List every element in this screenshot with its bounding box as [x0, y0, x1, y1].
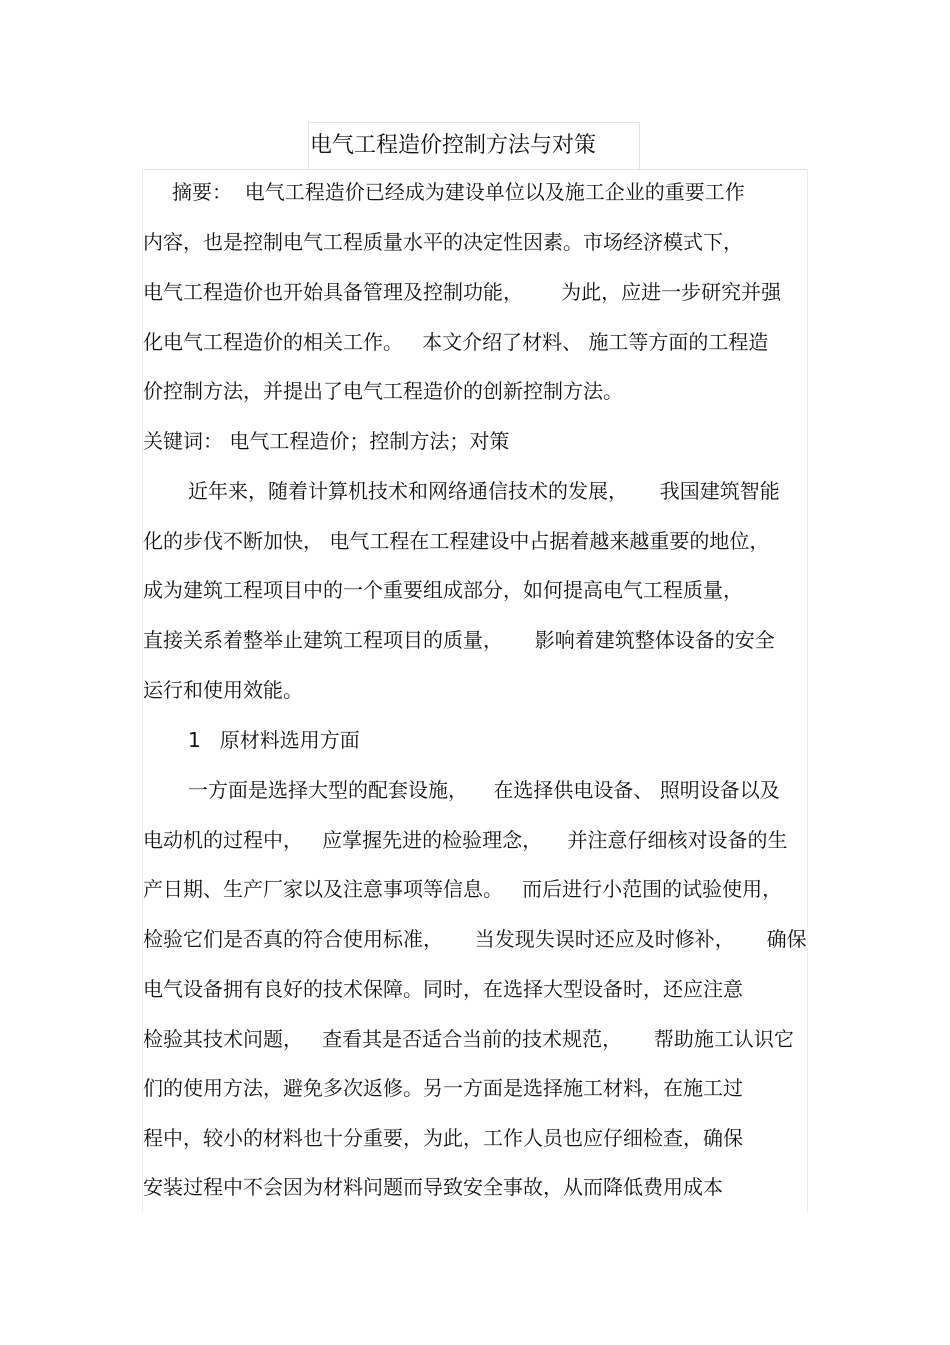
- abstract-line-4: 化电气工程造价的相关工作。 本文介绍了材料、 施工等方面的工程造: [143, 330, 769, 354]
- section1-line-6: 检验其技术问题， 查看其是否适合当前的技术规范， 帮助施工认识它: [143, 1027, 794, 1051]
- abstract-line-5: 价控制方法，并提出了电气工程造价的创新控制方法。: [143, 379, 623, 403]
- abstract-line-2: 内容，也是控制电气工程质量水平的决定性因素。市场经济模式下，: [143, 230, 743, 254]
- section1-line-9: 安装过程中不会因为材料问题而导致安全事故，从而降低费用成本: [143, 1175, 723, 1199]
- keywords-line: 关键词： 电气工程造价；控制方法；对策: [143, 429, 510, 453]
- section1-line-1: 一方面是选择大型的配套设施， 在选择供电设备、 照明设备以及: [188, 778, 780, 802]
- intro-line-5: 运行和使用效能。: [143, 678, 303, 702]
- section-heading-1: 1 原材料选用方面: [188, 728, 360, 752]
- section1-line-8: 程中，较小的材料也十分重要，为此，工作人员也应仔细检查，确保: [143, 1126, 743, 1150]
- section1-line-4: 检验它们是否真的符合使用标准， 当发现失误时还应及时修补， 确保: [143, 927, 807, 951]
- document-title: 电气工程造价控制方法与对策: [310, 133, 597, 158]
- section1-line-7: 们的使用方法，避免多次返修。另一方面是选择施工材料，在施工过: [143, 1076, 743, 1100]
- intro-line-3: 成为建筑工程项目中的一个重要组成部分，如何提高电气工程质量，: [143, 578, 743, 602]
- section1-line-3: 产日期、生产厂家以及注意事项等信息。 而后进行小范围的试验使用，: [143, 877, 783, 901]
- intro-line-4: 直接关系着整举止建筑工程项目的质量， 影响着建筑整体设备的安全: [143, 628, 775, 652]
- intro-line-1: 近年来，随着计算机技术和网络通信技术的发展， 我国建筑智能: [188, 479, 780, 503]
- abstract-line-3: 电气工程造价也开始具备管理及控制功能， 为此，应进一步研究并强: [143, 280, 782, 304]
- intro-line-2: 化的步伐不断加快， 电气工程在工程建设中占据着越来越重要的地位，: [143, 529, 770, 553]
- abstract-line-1: 摘要： 电气工程造价已经成为建设单位以及施工企业的重要工作: [172, 180, 745, 204]
- section1-line-5: 电气设备拥有良好的技术保障。同时，在选择大型设备时，还应注意: [143, 977, 743, 1001]
- section1-line-2: 电动机的过程中， 应掌握先进的检验理念， 并注意仔细核对设备的生: [143, 828, 788, 852]
